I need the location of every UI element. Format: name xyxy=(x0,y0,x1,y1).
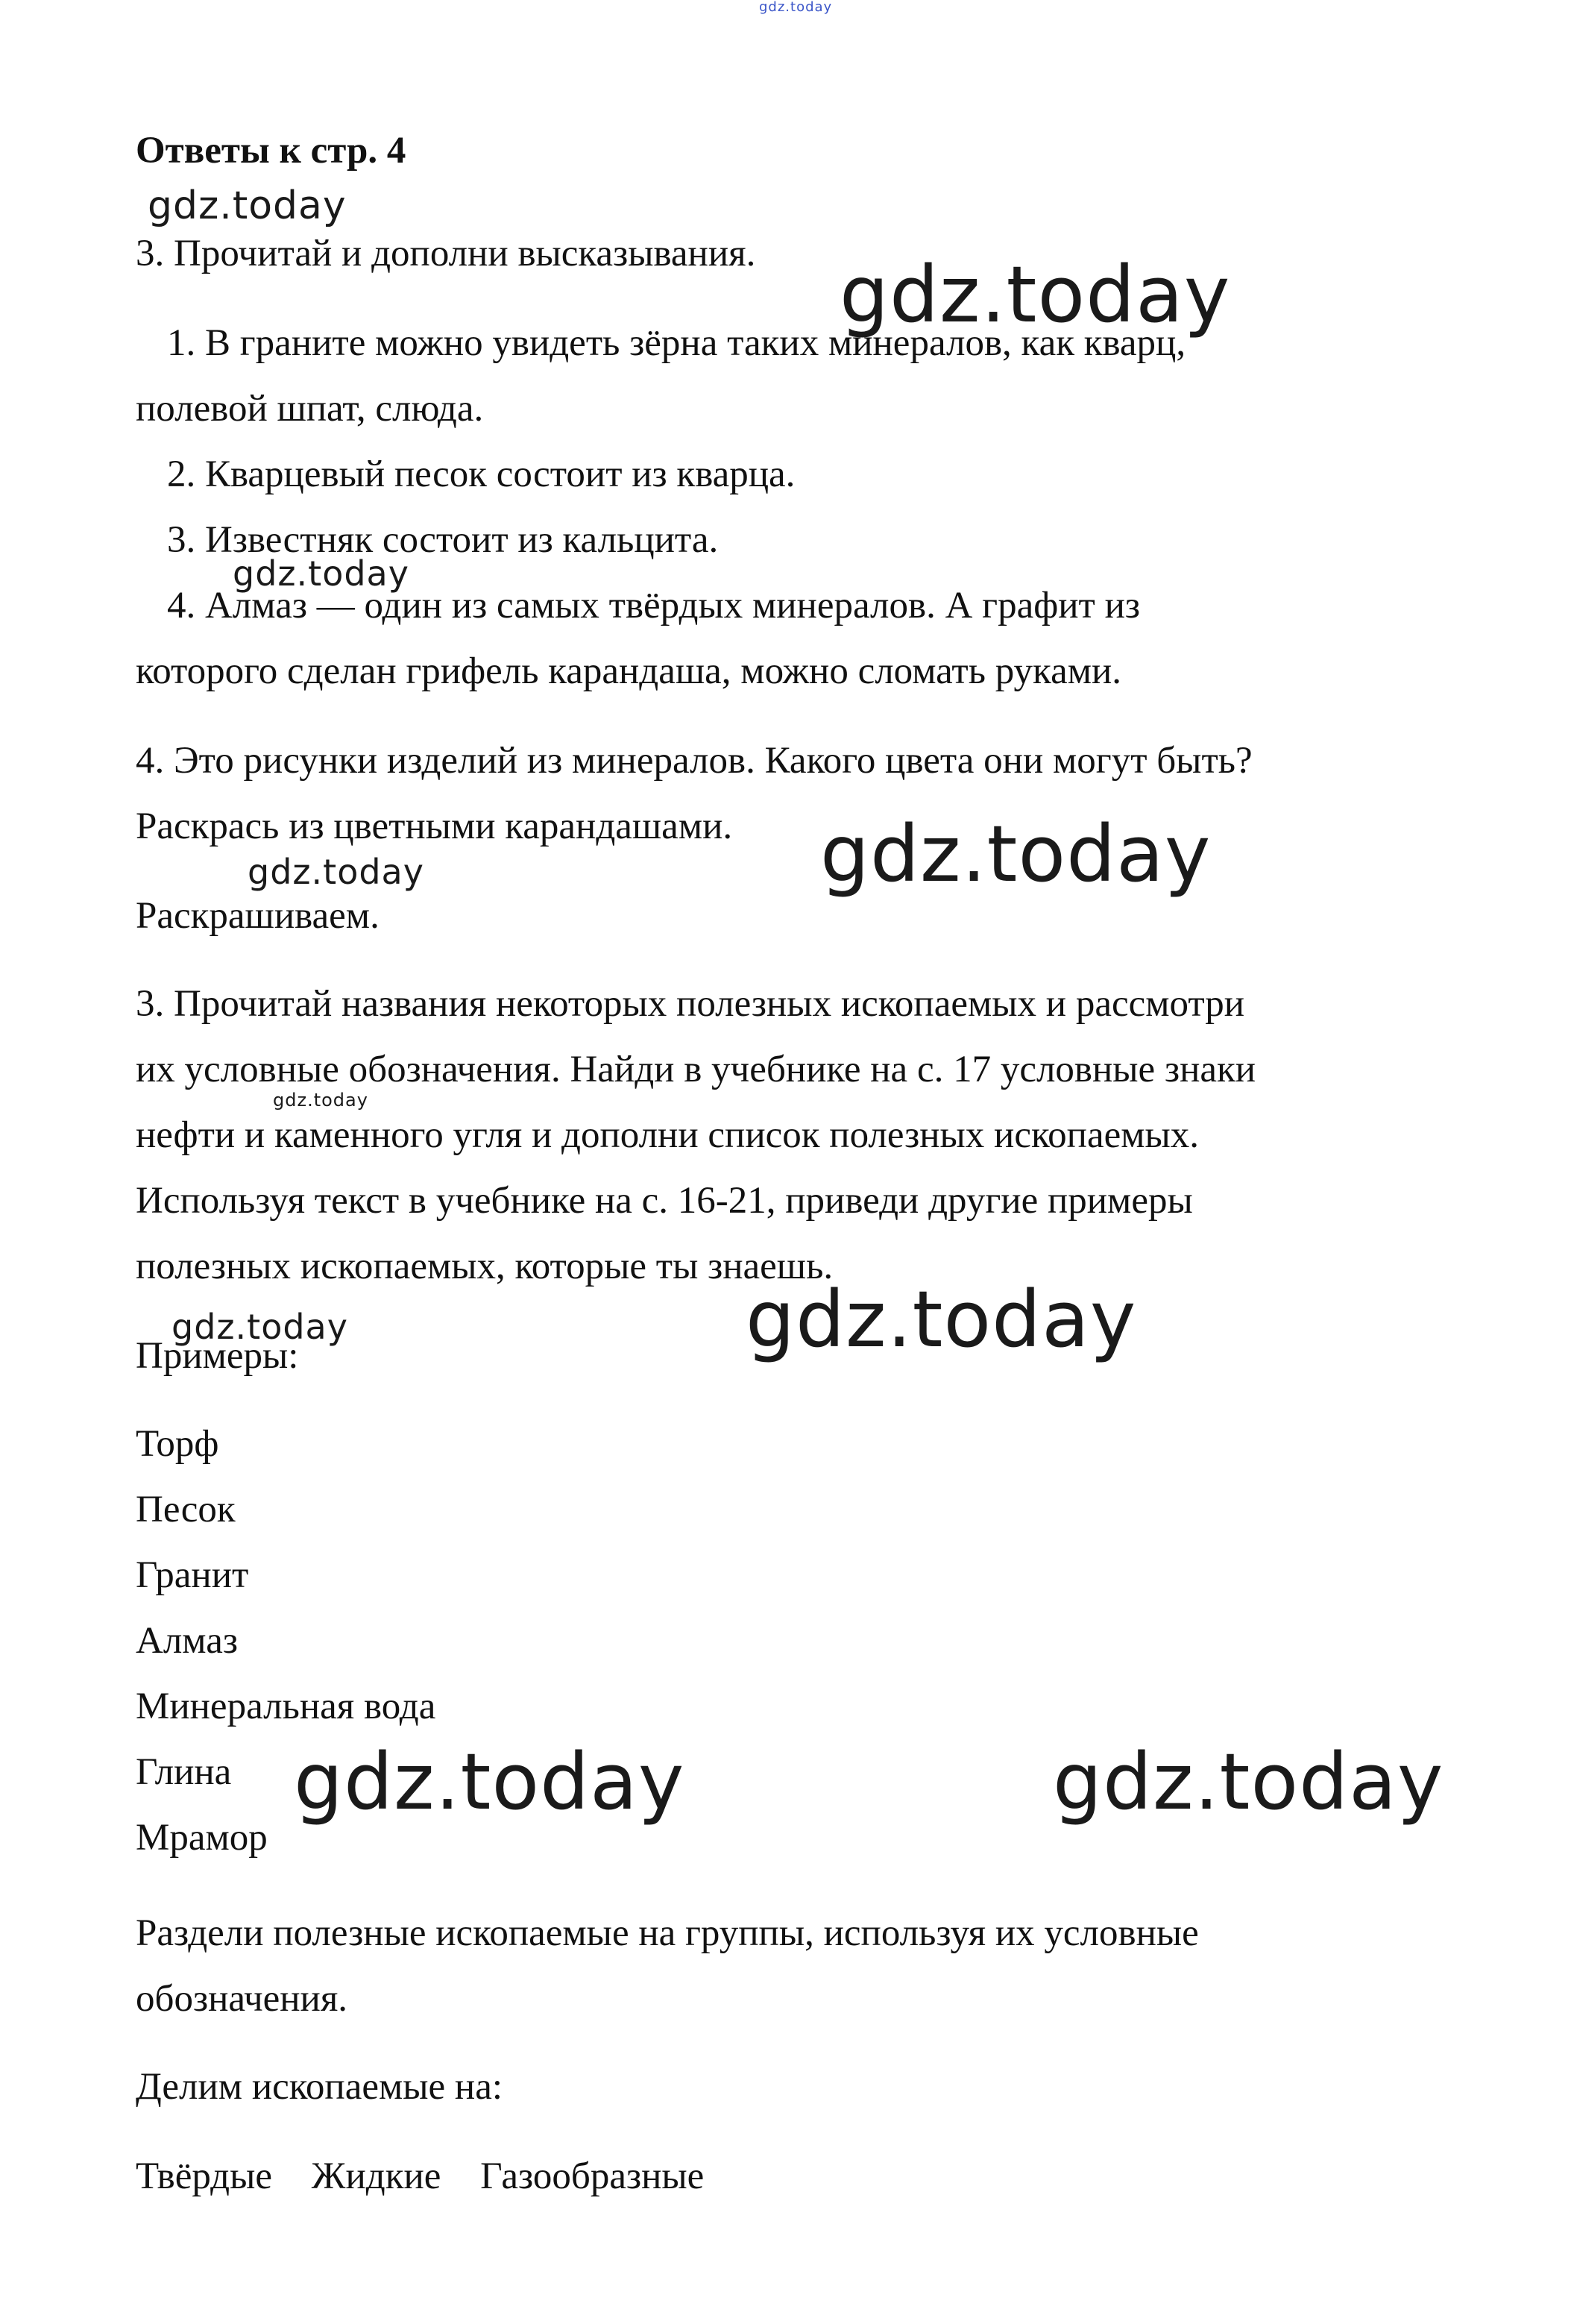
example-item: Мрамор xyxy=(136,1817,268,1859)
watermark-top: gdz.today xyxy=(759,0,833,15)
task3-heading: 3. Прочитай и дополни высказывания. xyxy=(136,233,756,274)
watermark: gdz.today xyxy=(171,1307,348,1347)
task3b-text: Используя текст в учебнике на с. 16-21, приведи другие примеры xyxy=(136,1180,1193,1222)
watermark: gdz.today xyxy=(294,1736,685,1827)
group-liquid: Жидкие xyxy=(311,2155,441,2197)
groups-intro: Делим ископаемые на: xyxy=(136,2066,503,2108)
watermark: gdz.today xyxy=(746,1274,1137,1365)
example-item: Алмаз xyxy=(136,1620,238,1662)
task3b-text: 3. Прочитай названия некоторых полезных ископаемых и рассмотри xyxy=(136,983,1245,1025)
task3b-text: нефти и каменного угля и дополни список полезных ископаемых. xyxy=(136,1114,1200,1156)
watermark: gdz.today xyxy=(248,852,424,892)
page-title: Ответы к стр. 4 xyxy=(136,130,406,172)
watermark: gdz.today xyxy=(840,249,1231,340)
group-gas: Газообразные xyxy=(480,2155,705,2197)
example-item: Торф xyxy=(136,1423,219,1465)
watermark: gdz.today xyxy=(820,808,1212,899)
task3b-text: полезных ископаемых, которые ты знаешь. xyxy=(136,1246,834,1287)
task4-answer: Раскрашиваем. xyxy=(136,895,380,937)
groups-task-text: Раздели полезные ископаемые на группы, используя их условные xyxy=(136,1912,1199,1954)
groups-task-text: обозначения. xyxy=(136,1978,348,2020)
examples-label: Примеры: xyxy=(136,1335,299,1377)
watermark: gdz.today xyxy=(148,183,347,228)
watermark: gdz.today xyxy=(1053,1736,1444,1827)
watermark: gdz.today xyxy=(233,553,409,594)
group-solid: Твёрдые xyxy=(136,2155,273,2197)
task3-item: которого сделан грифель карандаша, можно сломать руками. xyxy=(136,650,1122,692)
example-item: Гранит xyxy=(136,1554,249,1596)
task3-item: 2. Кварцевый песок состоит из кварца. xyxy=(167,453,796,495)
task3-item: 3. Известняк состоит из кальцита. xyxy=(167,519,719,561)
task3-item: 1. В граните можно увидеть зёрна таких минералов, как кварц, xyxy=(167,322,1186,364)
task4-question: Раскрась из цветными карандашами. xyxy=(136,805,733,847)
task3-item: 4. Алмаз — один из самых твёрдых минералов. А графит из xyxy=(167,585,1141,626)
watermark: gdz.today xyxy=(273,1090,368,1111)
task3-item: полевой шпат, слюда. xyxy=(136,388,484,430)
task3b-text: их условные обозначения. Найди в учебнике на с. 17 условные знаки xyxy=(136,1049,1256,1090)
example-item: Глина xyxy=(136,1751,232,1793)
example-item: Минеральная вода xyxy=(136,1686,436,1727)
example-item: Песок xyxy=(136,1489,236,1530)
task4-question: 4. Это рисунки изделий из минералов. Какого цвета они могут быть? xyxy=(136,740,1253,782)
groups-list xyxy=(136,2154,734,2199)
